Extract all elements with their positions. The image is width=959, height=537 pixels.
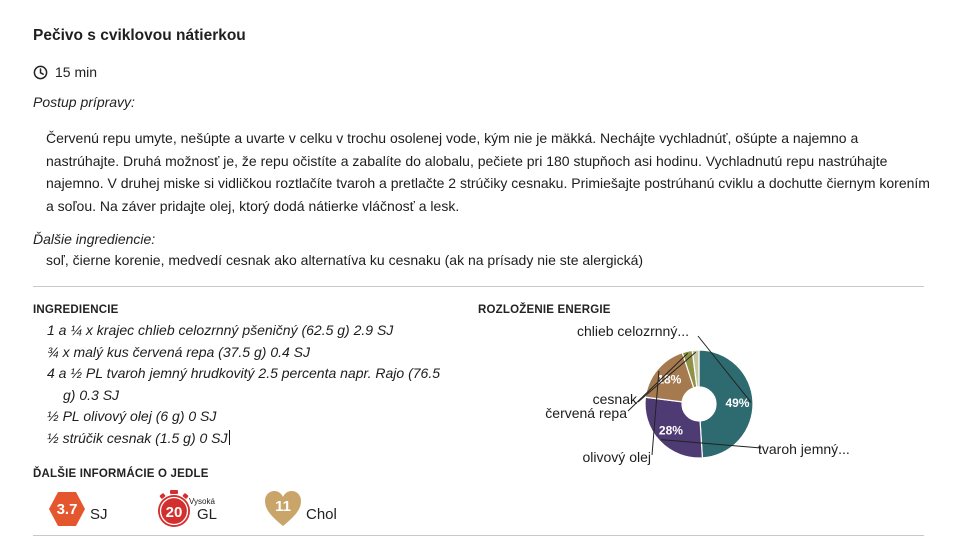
ingredient-item: 1 a ¼ x krajec chlieb celozrnný pšeničný (62.5 g) 2.9 SJ [47,322,394,338]
donut-slice-name: tvaroh jemný... [758,441,850,457]
procedure-text: Červenú repu umyte, nešúpte a uvarte v celku v trochu osolenej vode, kým nie je mäkká. Nechájte vychladnúť, ošúpte a najemno a nastrúhajte. Druhá možnosť je, že repu očistíte a zabalíte do alobalu, pečiete pri 180 stupňoch asi hodinu. Vychladnutú repu nastrúhajte najemno. V druhej miske si vidličkou roztlačíte tvaroh a pretlačte 2 strúčiky cesnaku. Primiešajte postrúhanú cviklu a dochutte čiernym korením a soľou. Na záver pridajte olej, ktorý dodá nátierke vláčnosť a lesk. [46,130,930,214]
badge-label: Chol [306,505,337,523]
donut-slice-name: chlieb celozrnný... [576,323,689,339]
recipe-title: Pečivo s cviklovou nátierkou [33,27,246,44]
donut-slice-name: olivový olej [582,449,651,465]
procedure-label: Postup prípravy: [33,94,135,110]
energy-donut-chart [520,318,940,468]
donut-slice-name: červená repa [545,405,627,421]
energy-title: ROZLOŽENIE ENERGIE [478,304,611,316]
ingredient-item: ¾ x malý kus červená repa (37.5 g) 0.4 SJ [47,343,311,360]
badge-sj [48,490,108,528]
badge-superscript: Vysoká [189,497,215,506]
prep-time-value: 15 min [55,64,98,80]
donut-slice-percent: 28% [658,423,683,438]
more-ingredients-label: Ďalšie ingrediencie: [33,231,156,247]
prep-time [33,64,97,80]
badge-value: 3.7 [56,500,78,518]
text-cursor [229,430,230,445]
ingredient-item-last [47,428,447,450]
divider [33,535,924,536]
info-title: ĎALŠIE INFORMÁCIE O JEDLE [33,468,209,480]
badge-value: 20 [165,503,183,521]
clock-icon [33,65,48,80]
donut-slice-percent: 49% [725,395,750,410]
donut-slice-percent: 18% [657,372,682,387]
badge-value: 11 [275,497,291,515]
ingredients-list [47,320,447,449]
badge-label: GL [197,505,218,523]
ingredient-item: ½ PL olivový olej (6 g) 0 SJ [47,408,217,424]
ingredient-item: ½ strúčik cesnak (1.5 g) 0 SJ [47,429,228,446]
badge-label: SJ [90,505,108,523]
ingredient-item: 4 a ½ PL tvaroh jemný hrudkovitý 2.5 percenta napr. Rajo (76.5 g) 0.3 SJ [47,365,441,403]
more-ingredients-text: soľ, čierne korenie, medvedí cesnak ako alternatíva ku cesnaku (ak na prísady nie ste alergická) [46,252,644,268]
badge-gl [155,490,217,528]
divider [33,286,924,287]
badge-chol [264,490,337,528]
energy-donut-svg [520,318,940,468]
donut-slice-name: cesnak [592,391,637,407]
ingredients-title: INGREDIENCIE [33,304,119,316]
